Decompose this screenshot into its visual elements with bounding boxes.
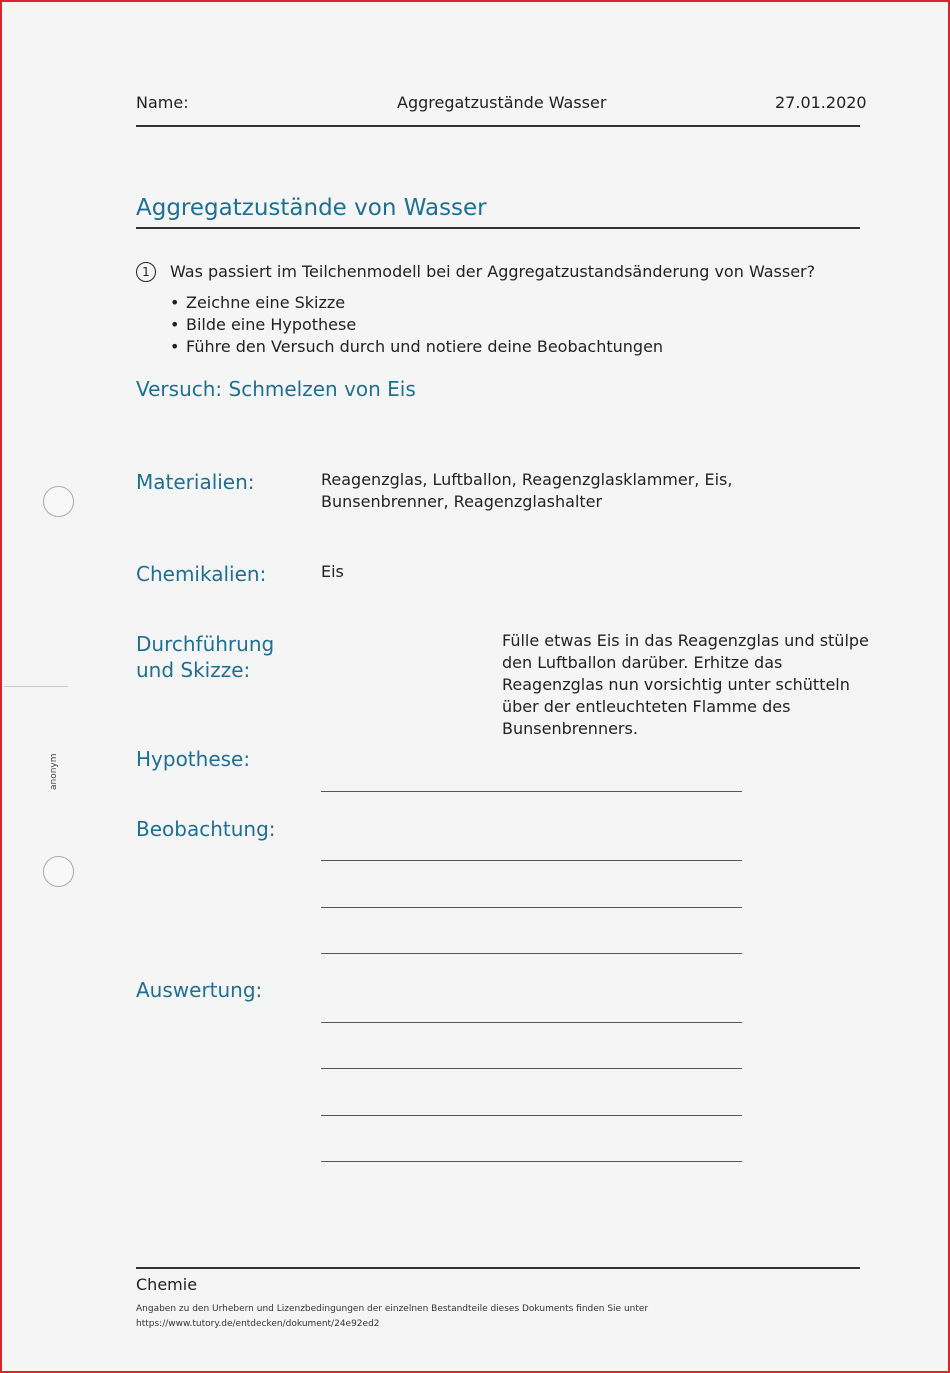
list-item: • Bilde eine Hypothese xyxy=(168,314,663,336)
list-item: • Zeichne eine Skizze xyxy=(168,292,663,314)
durchfuehrung-label-line-2: und Skizze: xyxy=(136,658,251,682)
auswertung-answer-line[interactable] xyxy=(321,1068,742,1069)
footer-credit-line-1: Angaben zu den Urhebern und Lizenzbedingungen der einzelnen Bestandteile dieses Dokuments finden Sie unter xyxy=(136,1304,649,1314)
footer-divider xyxy=(136,1267,860,1269)
hypothese-label: Hypothese: xyxy=(136,747,251,771)
beobachtung-answer-line[interactable] xyxy=(321,907,742,908)
header-divider xyxy=(136,125,860,127)
beobachtung-label: Beobachtung: xyxy=(136,817,276,841)
auswertung-answer-line[interactable] xyxy=(321,1115,742,1116)
durchfuehrung-text-line-2: den Luftballon darüber. Erhitze das xyxy=(502,653,783,672)
durchfuehrung-text-line-4: über der entleuchteten Flamme des xyxy=(502,697,791,716)
footer-subject: Chemie xyxy=(136,1275,198,1294)
hypothese-answer-line[interactable] xyxy=(321,791,742,792)
materialien-label: Materialien: xyxy=(136,470,255,494)
auswertung-label: Auswertung: xyxy=(136,978,263,1002)
durchfuehrung-label-line-1: Durchführung xyxy=(136,632,275,656)
materialien-text-line-2: Bunsenbrenner, Reagenzglashalter xyxy=(321,492,603,511)
task-bullet-list xyxy=(168,292,663,358)
chemikalien-text: Eis xyxy=(321,562,344,581)
name-label: Name: xyxy=(136,93,189,112)
beobachtung-answer-line[interactable] xyxy=(321,860,742,861)
document-date: 27.01.2020 xyxy=(775,93,867,112)
margin-anonym-text: anonym xyxy=(49,753,59,790)
fold-mark xyxy=(4,686,68,687)
durchfuehrung-text-line-1: Fülle etwas Eis in das Reagenzglas und stülpe xyxy=(502,631,869,650)
page-title: Aggregatzustände von Wasser xyxy=(136,195,487,221)
materialien-text-line-1: Reagenzglas, Luftballon, Reagenzglasklammer, Eis, xyxy=(321,470,733,489)
beobachtung-answer-line[interactable] xyxy=(321,953,742,954)
document-title: Aggregatzustände Wasser xyxy=(397,93,607,112)
list-item: • Führe den Versuch durch und notiere deine Beobachtungen xyxy=(168,336,663,358)
auswertung-answer-line[interactable] xyxy=(321,1161,742,1162)
footer-credit-link[interactable]: https://www.tutory.de/entdecken/dokument/24e92ed2 xyxy=(136,1319,380,1329)
durchfuehrung-text-line-5: Bunsenbrenners. xyxy=(502,719,638,738)
title-divider xyxy=(136,227,860,229)
task-question: Was passiert im Teilchenmodell bei der Aggregatzustandsänderung von Wasser? xyxy=(170,262,816,281)
auswertung-answer-line[interactable] xyxy=(321,1022,742,1023)
punch-hole xyxy=(43,856,74,887)
experiment-title: Versuch: Schmelzen von Eis xyxy=(136,377,416,401)
task-number-badge: 1 xyxy=(136,262,156,282)
chemikalien-label: Chemikalien: xyxy=(136,562,267,586)
punch-hole xyxy=(43,486,74,517)
durchfuehrung-text-line-3: Reagenzglas nun vorsichtig unter schütteln xyxy=(502,675,850,694)
